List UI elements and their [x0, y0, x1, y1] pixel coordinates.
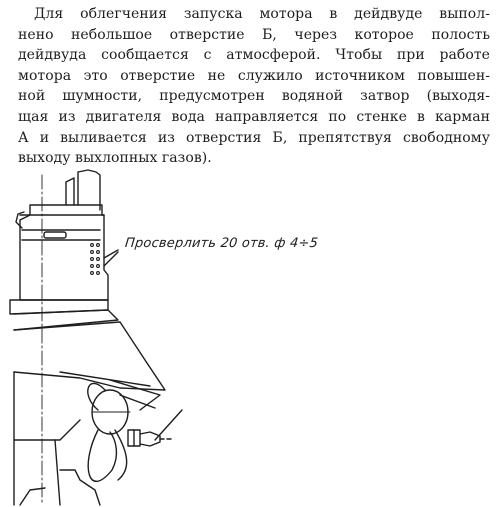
leader-line	[155, 410, 182, 440]
exhaust-stack	[78, 170, 100, 210]
drilled-holes	[91, 244, 100, 275]
callout-leader	[104, 250, 118, 266]
paragraph-line: щая из двигателя вода направляется по стенке в карман	[18, 108, 490, 125]
outboard-lower-unit-drawing	[0, 160, 497, 507]
paragraph-line: А и выливается из отверстия Б, препятствуя свободному	[18, 129, 490, 146]
upper-housing	[20, 205, 108, 300]
paragraph-line: Для облегчения запуска мотора в дейдвуде выпол-	[34, 6, 490, 22]
skeg	[14, 440, 60, 505]
upper-shaft	[66, 178, 74, 205]
paragraph-line: мотора это отверстие не служило источником повышен-	[18, 67, 490, 84]
access-slot	[44, 232, 66, 238]
paragraph-line: ной шумности, предусмотрен водяной затвор (выходя-	[18, 88, 490, 105]
lower-housing	[14, 372, 80, 440]
paragraph-line: дейдвуда сообщается с атмосферой. Чтобы при работе	[18, 47, 490, 64]
propeller-nut	[128, 430, 172, 446]
body-paragraph	[18, 4, 490, 169]
propeller	[88, 383, 130, 481]
drill-callout-label: Просверлить 20 отв. ф 4÷5	[124, 236, 319, 251]
paragraph-line: выходу выхлопных газов).	[18, 150, 212, 167]
lower-gear-outline	[60, 470, 100, 505]
lower-fin	[20, 488, 45, 505]
paragraph-line: нено небольшое отверстие Б, через которое полость	[18, 26, 490, 43]
cavitation-plate	[14, 322, 165, 390]
mid-body	[14, 310, 118, 330]
